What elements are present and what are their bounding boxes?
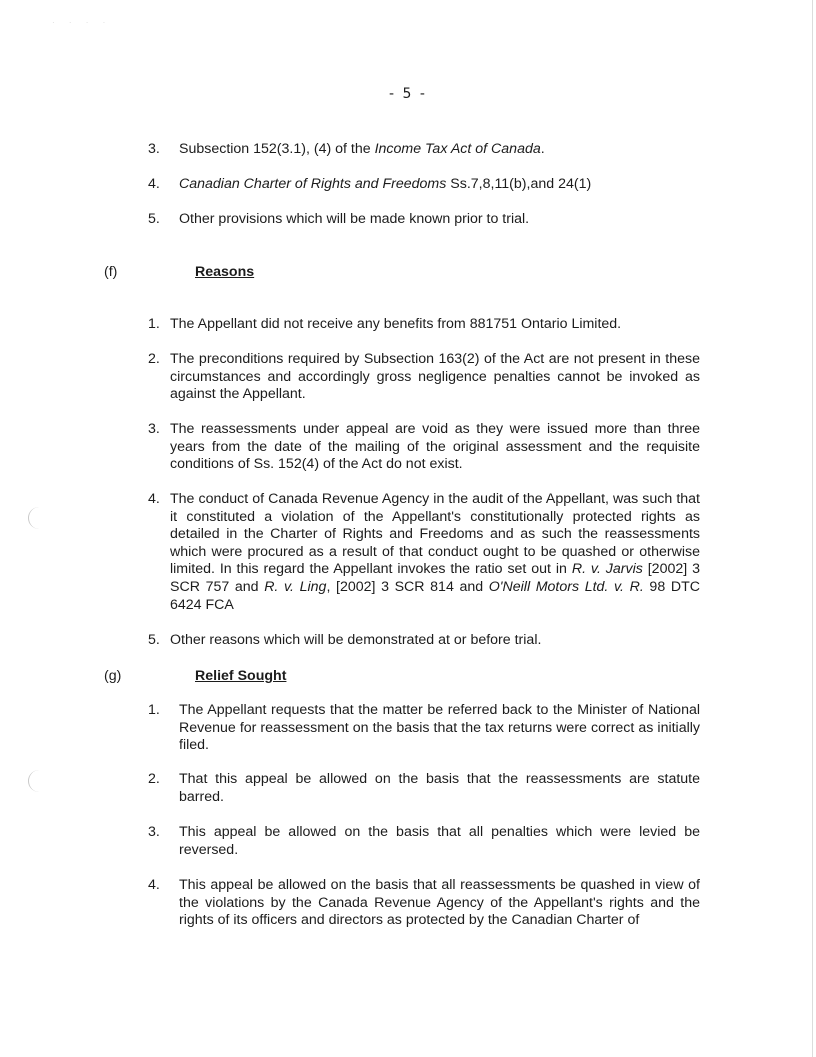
section-f-label: (f) bbox=[104, 264, 118, 280]
reason-item: 2. The preconditions required by Subsection 163(2) of the Act are not present in these circumstances and accordingly gross negligence penalties cannot be invoked as against the Appellant. bbox=[148, 351, 700, 403]
relief-item: 1. The Appellant requests that the matter be referred back to the Minister of National Revenue for reassessment on the basis that the tax returns were correct as initially filed. bbox=[148, 702, 700, 754]
page-number: - 5 - bbox=[389, 86, 427, 102]
reason-item: 3. The reassessments under appeal are void as they were issued more than three years from the date of the mailing of the original assessment and the requisite conditions of Ss. 152(4) of the Act do not exist. bbox=[148, 421, 700, 473]
section-f-title: Reasons bbox=[195, 264, 255, 280]
scan-specks: · · · · bbox=[52, 18, 112, 27]
relief-item: 4. This appeal be allowed on the basis that all reassessments be quashed in view of the violations by the Canada Revenue Agency of the Appellant's rights and the rights of its officers and directors as protected by the Canadian Charter of bbox=[148, 877, 700, 929]
provision-item: 4. Canadian Charter of Rights and Freedoms Ss.7,8,11(b),and 24(1) bbox=[148, 176, 592, 192]
section-g-label: (g) bbox=[104, 668, 122, 684]
provision-item: 3. Subsection 152(3.1), (4) of the Income Tax Act of Canada. bbox=[148, 141, 545, 157]
hole-punch-mark bbox=[28, 507, 41, 529]
provision-item: 5. Other provisions which will be made known prior to trial. bbox=[148, 211, 530, 227]
relief-item: 2. That this appeal be allowed on the basis that the reassessments are statute barred. bbox=[148, 771, 700, 805]
section-g-title: Relief Sought bbox=[195, 668, 287, 684]
reason-item: 1. The Appellant did not receive any benefits from 881751 Ontario Limited. bbox=[148, 316, 622, 332]
reason-item: 4. The conduct of Canada Revenue Agency in the audit of the Appellant, was such that it constituted a violation of the Appellant's constitutionally protected rights as detailed in the Charter of Rights and Freedoms and as such the reassessments which were procured as a result of that conduct ought to be quashed or otherwise limited. In this regard the Appellant invokes the ratio set out in R. v. Jarvis [2002] 3 SCR 757 and R. v. Ling, [2002] 3 SCR 814 and O'Neill Motors Ltd. v. R. 98 DTC 6424 FCA bbox=[148, 491, 700, 613]
reason-item: 5. Other reasons which will be demonstrated at or before trial. bbox=[148, 632, 542, 648]
hole-punch-mark bbox=[28, 770, 41, 792]
scan-edge-line bbox=[812, 0, 813, 1057]
relief-item: 3. This appeal be allowed on the basis that all penalties which were levied be reversed. bbox=[148, 824, 700, 858]
